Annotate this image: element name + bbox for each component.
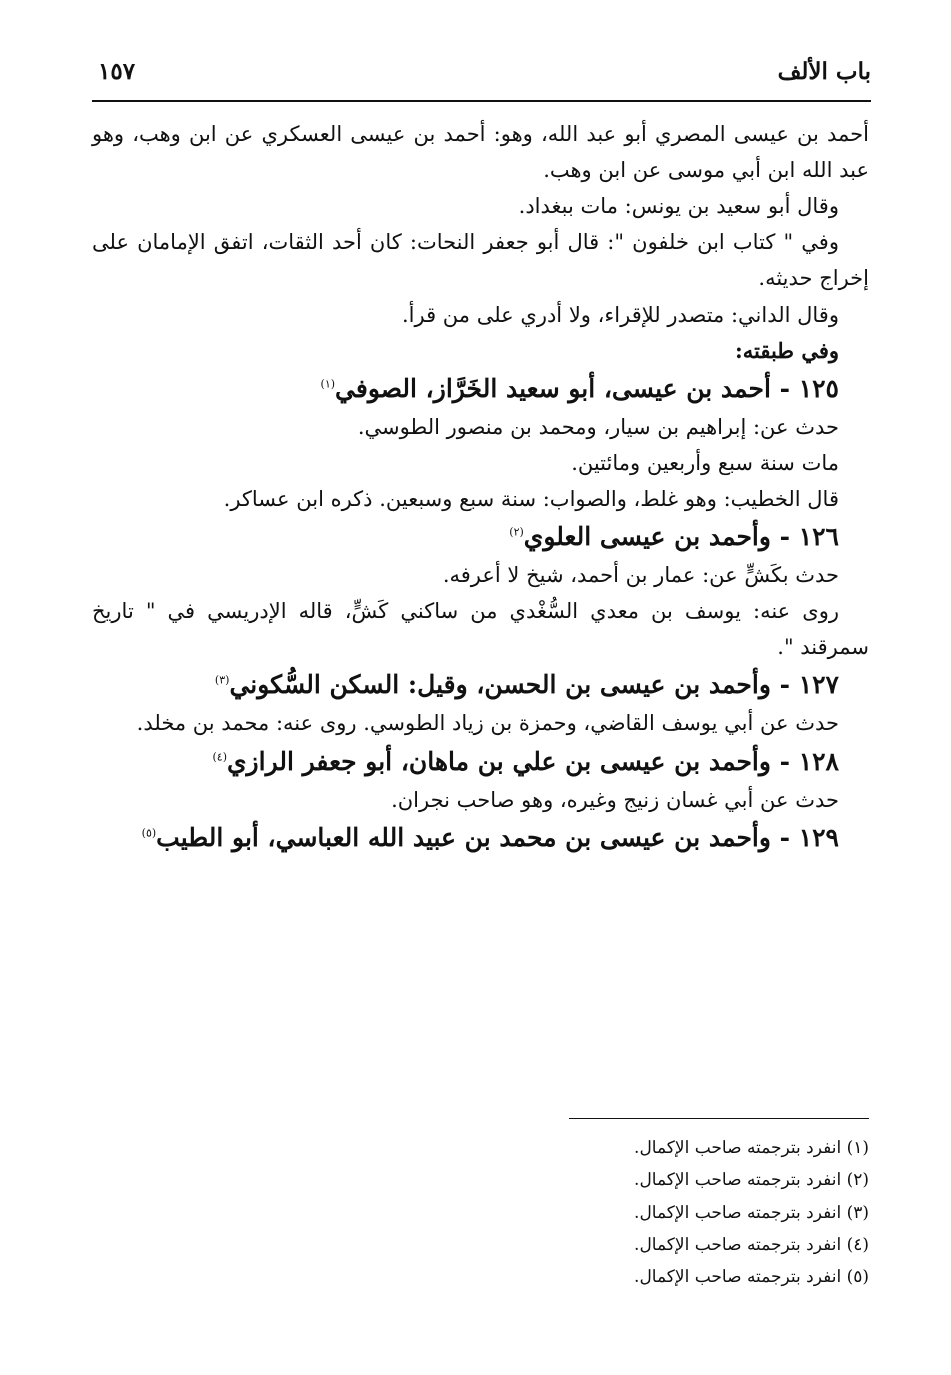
entry-line: قال الخطيب: وهو غلط، والصواب: سنة سبع وسبعين. ذكره ابن عساكر. xyxy=(223,486,839,511)
footnotes xyxy=(169,1132,869,1293)
page-header xyxy=(92,58,871,102)
entry-heading xyxy=(92,517,869,557)
entry-line: روى عنه: يوسف بن معدي السُّغْدي من ساكني كَشٍّ، قاله الإدريسي في " تاريخ سمرقند ". xyxy=(92,599,869,660)
footnote-marker: (١) xyxy=(320,377,336,391)
entry-heading xyxy=(92,665,869,705)
entry-line: حدث عن: إبراهيم بن سيار، ومحمد بن منصور الطوسي. xyxy=(357,414,839,439)
entry-line: مات سنة سبع وأربعين ومائتين. xyxy=(571,450,839,475)
entry-heading xyxy=(92,369,869,409)
entry-heading-text: ١٢٧ - وأحمد بن عيسى بن الحسن، وقيل: السكن السُّكوني xyxy=(229,670,839,700)
paragraph: وقال الداني: متصدر للإقراء، ولا أدري على من قرأ. xyxy=(402,302,839,327)
paragraph: وفي " كتاب ابن خلفون ": قال أبو جعفر النحات: كان أحد الثقات، اتفق الإمامان على إخراج حديثه. xyxy=(92,230,869,291)
footnote: (٣) انفرد بترجمته صاحب الإكمال. xyxy=(634,1202,869,1223)
entry-heading-text: ١٢٨ - وأحمد بن عيسى بن علي بن ماهان، أبو جعفر الرازي xyxy=(226,746,839,776)
entry-heading xyxy=(92,818,869,858)
main-text xyxy=(92,116,869,858)
chapter-title: باب الألف xyxy=(777,58,871,85)
footnote-marker: (٢) xyxy=(509,525,524,539)
footnote-marker: (٤) xyxy=(212,750,227,764)
footnote: (١) انفرد بترجمته صاحب الإكمال. xyxy=(634,1138,869,1158)
footnote-divider xyxy=(569,1118,869,1119)
footnote: (٥) انفرد بترجمته صاحب الإكمال. xyxy=(634,1267,869,1288)
page-number: ١٥٧ xyxy=(98,58,136,85)
footnote: (٤) انفرد بترجمته صاحب الإكمال. xyxy=(634,1234,869,1255)
entry-heading xyxy=(92,742,869,782)
paragraph: أحمد بن عيسى المصري أبو عبد الله، وهو: أحمد بن عيسى العسكري عن ابن وهب، وهو عبد الله ابن أبي موسى عن ابن وهب. xyxy=(92,122,869,183)
entry-heading-text: ١٢٥ - أحمد بن عيسى، أبو سعيد الخَرَّاز، الصوفي xyxy=(335,373,839,403)
footnote-marker: (٥) xyxy=(141,826,157,840)
entry-line: حدث عن أبي غسان زنيج وغيره، وهو صاحب نجران. xyxy=(391,787,839,812)
entry-heading-text: ١٢٩ - وأحمد بن عيسى بن محمد بن عبيد الله العباسي، أبو الطيب xyxy=(156,822,839,852)
entry-line: حدث عن أبي يوسف القاضي، وحمزة بن زياد الطوسي. روى عنه: محمد بن مخلد. xyxy=(136,711,839,736)
entry-line: حدث بكَشٍّ عن: عمار بن أحمد، شيخ لا أعرفه. xyxy=(442,563,839,588)
footnote-marker: (٣) xyxy=(214,674,230,688)
paragraph: وفي طبقته: xyxy=(734,337,839,363)
entry-heading-text: ١٢٦ - وأحمد بن عيسى العلوي xyxy=(523,522,839,552)
footnote: (٢) انفرد بترجمته صاحب الإكمال. xyxy=(634,1170,869,1191)
paragraph: وقال أبو سعيد بن يونس: مات ببغداد. xyxy=(518,194,839,219)
